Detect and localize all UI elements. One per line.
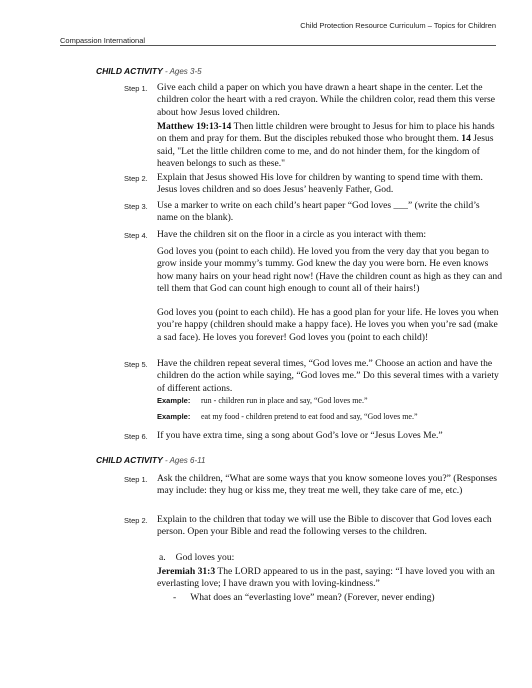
verse-number: 14 [461,133,471,145]
header-organization: Compassion International [60,36,146,45]
step-label: Step 1. [124,475,148,484]
sub-item-text: God loves you: [175,552,235,563]
verse-jeremiah [157,566,502,591]
step-label: Step 5. [124,360,148,369]
section-title-ages-3-5 [96,66,202,76]
verse-text: Then little children were brought to Jesus for him to place his hands on them and pray for them. But the disciples rebuked those who brought them. [157,121,495,145]
example-text: run - children run in place and say, “God loves me.” [201,396,368,405]
section-ages: - Ages 6-11 [162,456,206,465]
step-text: Have the children repeat several times, “God loves me.” Choose an action and have the children do the action while saying, “God loves me.” Do this several times with a variety of different actions. [157,358,499,394]
example-label: Example: [157,412,191,421]
step-text: Explain to the children that today we will use the Bible to discover that God loves each person. Open your Bible and read the following verses to the children. [157,514,492,538]
section-title-text: CHILD ACTIVITY [96,455,163,465]
verse-matthew [157,121,502,170]
step-label: Step 1. [124,84,148,93]
paragraph-god-loves-you-1: God loves you (point to each child). He loved you from the very day that you began to grow inside your mommy’s tummy. God knew the day you were born. He even knows how many hairs on your head right now! (Have the children count as high as they can and tell them that God can count high enough to count all of their hairs!) [157,246,503,294]
bullet-item [173,592,435,604]
example-2 [157,412,502,421]
step-text: If you have extra time, sing a song about God’s love or “Jesus Loves Me.” [157,430,443,441]
bullet-text: What does an “everlasting love” mean? (Forever, never ending) [190,592,435,603]
step-label: Step 2. [124,516,148,525]
section-title-text: CHILD ACTIVITY [96,66,163,76]
step-label: Step 2. [124,174,148,183]
step-text: Give each child a paper on which you have drawn a heart shape in the center. Let the children color the heart with a red crayon. While the children color, read them this verse about how Jesus loved children. [157,82,496,118]
example-label: Example: [157,396,191,405]
step-label: Step 3. [124,202,148,211]
step-text: Explain that Jesus showed His love for children by wanting to spend time with them. Jesus loves children and so does Jesus’ heavenly Father, God. [157,172,483,196]
verse-reference: Matthew 19:13-14 [157,121,232,132]
header-divider [60,45,496,46]
sub-item-marker: a. [159,552,166,563]
section-title-ages-6-11 [96,455,205,465]
example-1 [157,396,502,405]
step-text: Use a marker to write on each child’s heart paper “God loves ___” (write the child’s name on the blank). [157,200,480,224]
sub-item-a [159,552,234,564]
paragraph-god-loves-you-2: God loves you (point to each child). He has a good plan for your life. He loves you when you’re happy (children should make a happy face). He loves you when you’re sad (make a sad face). He loves you forever! God loves you (point to each child)! [157,307,499,343]
section-ages: - Ages 3-5 [162,67,202,76]
step-text: Ask the children, “What are some ways that you know someone loves you?” (Responses may include: they hug or kiss me, they treat me well, they take care of me, etc.) [157,473,497,497]
verse-text: The LORD appeared to us in the past, saying: “I have loved you with an everlasting love; I have drawn you with loving-kindness.” [157,566,495,590]
header-title: Child Protection Resource Curriculum – Topics for Children [300,21,496,30]
verse-text: Jesus said, "Let the little children come to me, and do not hinder them, for the kingdom of heaven belongs to such as these." [157,133,494,169]
example-text: eat my food - children pretend to eat food and say, “God loves me.” [201,412,418,421]
verse-reference: Jeremiah 31:3 [157,566,216,577]
step-text: Have the children sit on the floor in a circle as you interact with them: [157,229,427,240]
step-label: Step 6. [124,432,148,441]
step-label: Step 4. [124,231,148,240]
bullet-marker: - [173,592,177,603]
